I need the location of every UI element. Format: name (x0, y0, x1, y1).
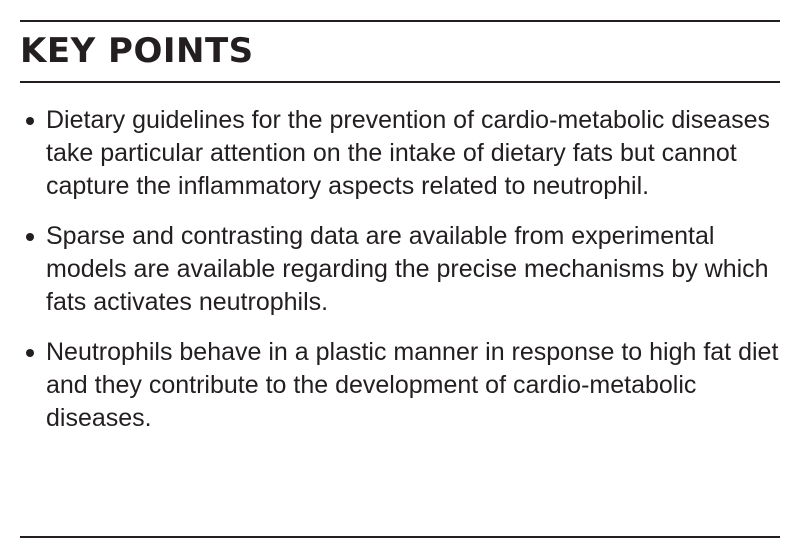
bullet-icon (26, 349, 34, 357)
bullet-icon (26, 117, 34, 125)
bottom-rule (20, 536, 780, 538)
key-point-text: Sparse and contrasting data are available from experimental models are available regarding the precise mechanisms by which fats activates neutrophils. (46, 222, 769, 316)
heading-rule (20, 81, 780, 83)
bullet-icon (26, 233, 34, 241)
key-point-item (20, 104, 780, 203)
key-points-heading: KEY POINTS (20, 31, 254, 71)
key-point-item (20, 336, 780, 435)
key-point-text: Neutrophils behave in a plastic manner in response to high fat diet and they contribute to the development of cardio-metabolic diseases. (46, 338, 779, 432)
key-point-text: Dietary guidelines for the prevention of cardio-metabolic diseases take particular attention on the intake of dietary fats but cannot capture the inflammatory aspects related to neutrophil. (46, 106, 770, 200)
key-points-list (20, 104, 780, 452)
key-point-item (20, 220, 780, 319)
top-rule (20, 20, 780, 22)
